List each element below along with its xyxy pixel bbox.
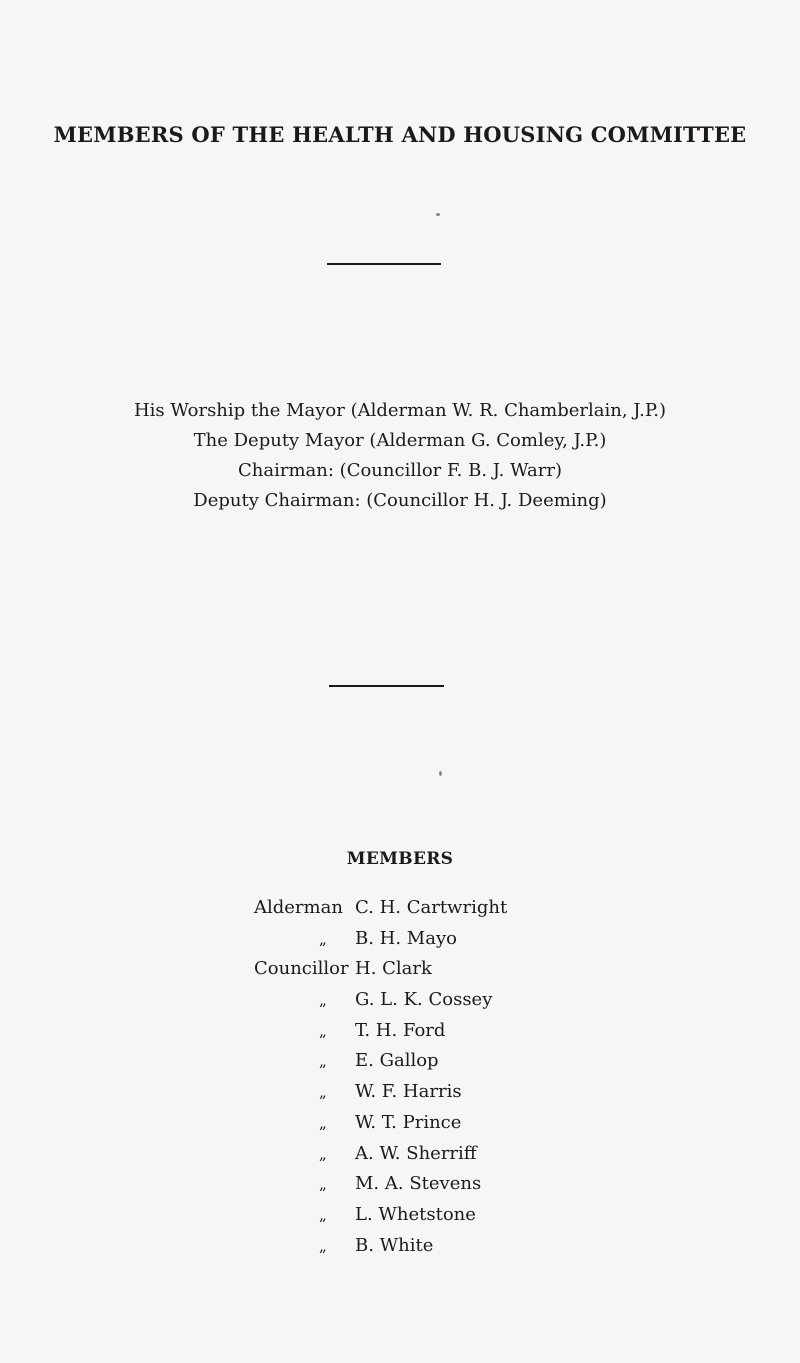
member-name: G. L. K. Cossey — [355, 989, 493, 1011]
ditto-mark: „ — [319, 1236, 327, 1255]
officer-line: The Deputy Mayor (Alderman G. Comley, J.P.) — [193, 430, 607, 451]
member-name: B. H. Mayo — [355, 927, 457, 949]
member-name: W. T. Prince — [355, 1111, 462, 1133]
divider-rule — [329, 685, 444, 687]
member-name: L. Whetstone — [355, 1203, 476, 1225]
print-speck — [439, 771, 442, 776]
member-name: E. Gallop — [355, 1050, 439, 1072]
page-title: MEMBERS OF THE HEALTH AND HOUSING COMMITTEE — [53, 122, 747, 147]
officer-line: Chairman: (Councillor F. B. J. Warr) — [238, 460, 562, 481]
divider-rule — [327, 263, 441, 265]
ditto-mark: „ — [319, 1113, 327, 1132]
member-rank: Councillor — [254, 958, 349, 980]
member-name: H. Clark — [355, 958, 432, 980]
member-name: C. H. Cartwright — [355, 897, 508, 918]
ditto-mark: „ — [319, 1052, 327, 1071]
ditto-mark: „ — [319, 991, 327, 1010]
members-heading: MEMBERS — [346, 849, 454, 869]
print-speck — [436, 213, 440, 216]
officer-line: His Worship the Mayor (Alderman W. R. Chamberlain, J.P.) — [133, 400, 667, 421]
ditto-mark: „ — [319, 1205, 327, 1224]
member-name: A. W. Sherriff — [355, 1142, 477, 1164]
ditto-mark: „ — [319, 1144, 327, 1163]
member-name: B. White — [355, 1234, 434, 1256]
member-name: W. F. Harris — [355, 1081, 462, 1103]
ditto-mark: „ — [319, 1021, 327, 1040]
member-rank: Alderman — [254, 897, 343, 918]
member-name: T. H. Ford — [355, 1019, 446, 1041]
member-name: M. A. Stevens — [355, 1173, 482, 1195]
ditto-mark: „ — [319, 1175, 327, 1194]
officer-line: Deputy Chairman: (Councillor H. J. Deeming) — [193, 490, 607, 511]
officers-list — [0, 396, 800, 516]
ditto-mark: „ — [319, 1083, 327, 1102]
ditto-mark: „ — [319, 929, 327, 948]
